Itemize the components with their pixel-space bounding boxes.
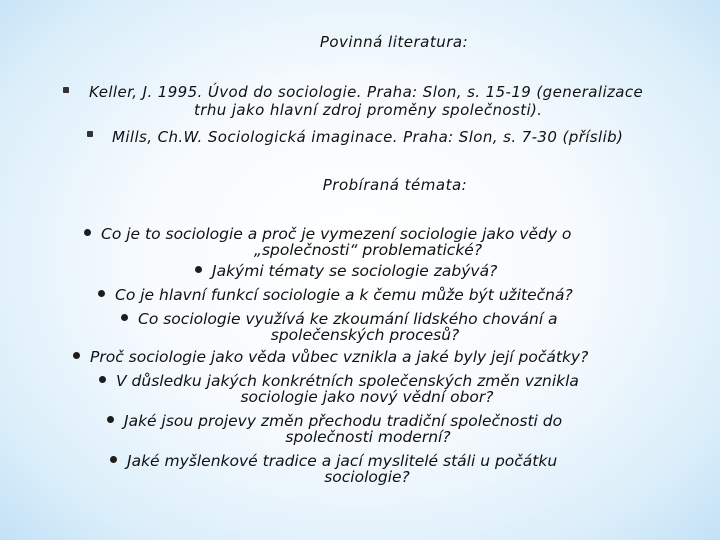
topic-item-4-line-2: společenských procesů? bbox=[270, 326, 460, 344]
round-bullet-icon bbox=[99, 376, 106, 383]
round-bullet-icon bbox=[195, 266, 202, 273]
square-bullet-icon bbox=[87, 131, 93, 137]
square-bullet-icon bbox=[63, 87, 69, 93]
round-bullet-icon bbox=[107, 416, 114, 423]
reading-item-1-line-2: trhu jako hlavní zdroj proměny společnosti). bbox=[194, 101, 543, 119]
round-bullet-icon bbox=[110, 456, 117, 463]
topic-item-6: V důsledku jakých konkrétních společenských změn vznikla bbox=[99, 373, 579, 389]
round-bullet-icon bbox=[121, 314, 128, 321]
topic-item-7: Jaké jsou projevy změn přechodu tradiční společnosti do bbox=[107, 413, 562, 429]
topic-item-1: Co je to sociologie a proč je vymezení sociologie jako vědy o bbox=[84, 226, 571, 242]
topic-item-5: Proč sociologie jako věda vůbec vznikla a jaké byly její počátky? bbox=[73, 349, 588, 365]
topic-item-6-line-2: sociologie jako nový vědní obor? bbox=[240, 388, 494, 406]
topic-item-8-line-2: sociologie? bbox=[324, 468, 410, 486]
reading-item-2-line-1: Mills, Ch.W. Sociologická imaginace. Praha: Slon, s. 7-30 (příslib) bbox=[112, 128, 624, 146]
round-bullet-icon bbox=[98, 290, 105, 297]
reading-item-1-line-1: Keller, J. 1995. Úvod do sociologie. Praha: Slon, s. 15-19 (generalizace bbox=[89, 83, 644, 101]
topic-item-4: Co sociologie využívá ke zkoumání lidského chování a bbox=[121, 311, 558, 327]
topic-item-1-line-2: „společnosti“ problematické? bbox=[253, 241, 483, 259]
topic-item-2: Jakými tématy se sociologie zabývá? bbox=[195, 263, 497, 279]
required-reading-heading: Povinná literatura: bbox=[319, 33, 469, 51]
topic-item-3: Co je hlavní funkcí sociologie a k čemu může být užitečná? bbox=[98, 287, 573, 303]
topic-item-7-line-2: společnosti moderní? bbox=[285, 428, 451, 446]
topic-item-8: Jaké myšlenkové tradice a jací myslitelé stáli u počátku bbox=[110, 453, 557, 469]
round-bullet-icon bbox=[84, 229, 91, 236]
round-bullet-icon bbox=[73, 352, 80, 359]
topics-heading: Probíraná témata: bbox=[322, 176, 468, 194]
